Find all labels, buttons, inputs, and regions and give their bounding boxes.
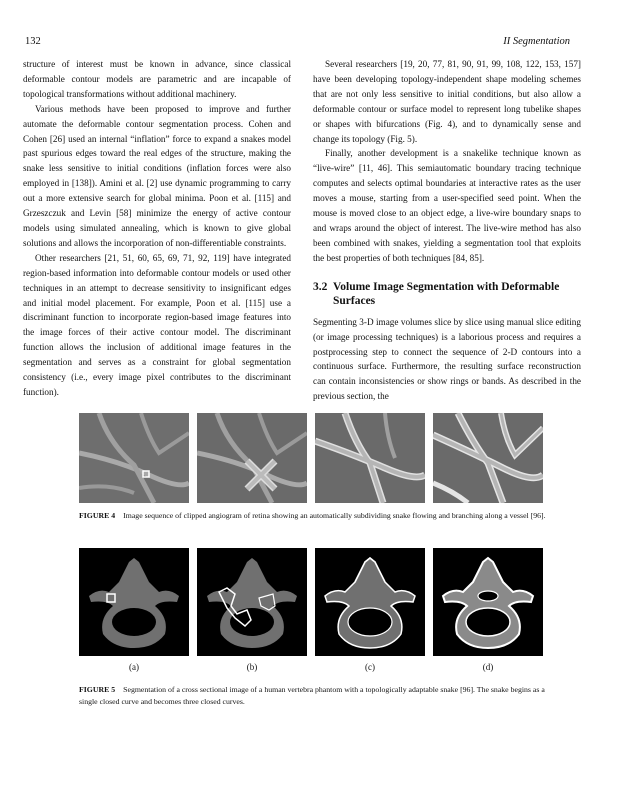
figure-4-caption [79,510,549,522]
paragraph: Other researchers [21, 51, 60, 65, 69, 71, 92, 119] have integrated region-based information into deformable contour models or used other techniques in an attempt to decrease sensitivity to insignificant edges and initial model placement. For example, Poon et al. [115] use a discriminant function to incorporate region-based image features into the image forces of their active contour model. The discriminant function allows the inclusion of additional image features in the segmentation and serves as a constraint for global segmentation consistency (i.e., every image pixel contributes to the discriminant function). [23,252,291,397]
figure-4 [79,413,549,503]
figure-4-panel-b [197,413,307,503]
section-title: Volume Image Segmentation with Deformable Surfaces [333,280,560,307]
figure-5-panel-a [79,548,189,656]
figure-4-caption-text: Image sequence of clipped angiogram of retina showing an automatically subdividing snake flowing and branching along a vessel [96]. [123,511,546,520]
paragraph: Various methods have been proposed to improve and further automate the deformable contour segmentation process. Cohen and Cohen [26] used an internal “inflation” force to expand a snakes model past spurious edges toward the real edges of the structure, making the snake less sensitive to initial conditions (inflation forces were also employed in [138]). Amini et al. [2] use dynamic programming to carry out a more extensive search for global minima. Poon et al. [115] and Grzeszczuk and Levin [58] minimize the energy of active contour models using simulated annealing, which is known to give global solutions and allows the incorporation of non-differentiable constraints. [23,103,291,248]
figure-5-panel-label: (b) [246,662,258,672]
page-number: 132 [25,36,41,47]
figure-5-caption-text: Segmentation of a cross sectional image of a human vertebra phantom with a topologically adaptable snake [96]. The snake begins as a single closed curve and becomes three closed curves. [79,685,545,706]
figure-4-panel-d [433,413,543,503]
left-column [23,57,291,400]
paragraph: Finally, another development is a snakelike technique known as “live-wire” [11, 46]. This semiautomatic boundary tracing technique computes and selects optimal boundaries at interactive rates as the user moves a mouse, starting from a user-specified seed point. When the mouse is moved close to an object edge, a live-wire boundary snaps to and wraps around the object of interest. The live-wire method has also been combined with snakes, yielding a segmentation tool that exploits the best properties of both techniques [84, 85]. [313,148,581,263]
running-header: II Segmentation [503,36,570,47]
figure-5-panel-d [433,548,543,656]
figure-4-label: FIGURE 4 [79,511,116,520]
figure-5-label: FIGURE 5 [79,685,116,694]
figure-5-panel-label: (d) [482,662,494,672]
figure-5-panel-b [197,548,307,656]
figure-4-panel-a [79,413,189,503]
figure-5-panel-c [315,548,425,656]
section-number: 3.2 [313,280,328,293]
figure-5-panel-label: (c) [365,662,375,672]
figure-5-panel-label: (a) [129,662,139,672]
right-column [313,57,581,404]
paragraph: structure of interest must be known in advance, since classical deformable contour models are parametric and are incapable of topological transformations without additional machinery. [23,59,291,99]
figure-5-caption [79,684,549,708]
paragraph: Several researchers [19, 20, 77, 81, 90, 91, 99, 108, 122, 153, 157] have been developing topology-independent shape modeling schemes that are not only less sensitive to initial conditions, but also allow a deformable contour or surface model to represent long tubelike shapes or shapes with bifurcations (Fig. 4), and to dynamically sense and change its topology (Fig. 5). [313,59,581,144]
figure-5 [79,548,549,656]
paragraph: Segmenting 3-D image volumes slice by slice using manual slice editing (or image processing techniques) is a laborious process and requires a postprocessing step to connect the sequence of 2-D contours into a continuous surface. Furthermore, the resulting surface reconstruction can contain inconsistencies or show rings or bands. As described in the previous section, the [313,316,581,402]
section-heading [313,280,581,308]
figure-4-panel-c [315,413,425,503]
